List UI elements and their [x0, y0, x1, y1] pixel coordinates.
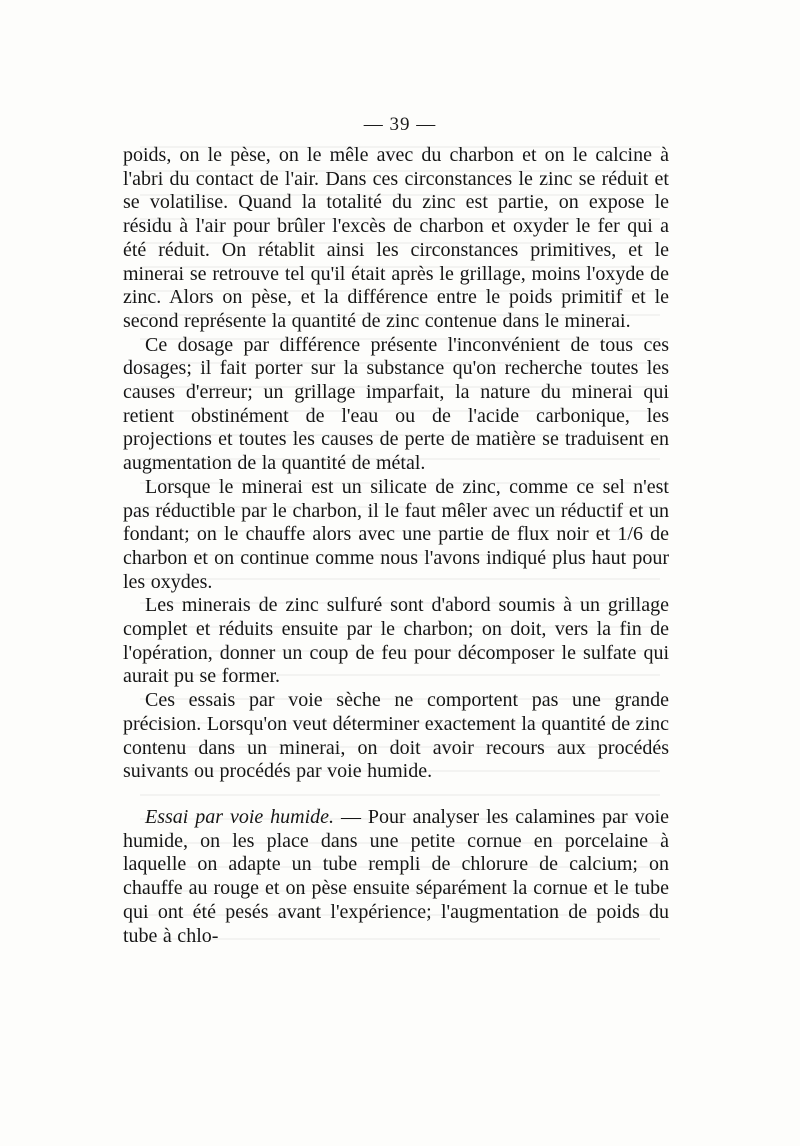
body-text	[123, 144, 669, 948]
paragraph-2: Ce dosage par différence présente l'inconvénient de tous ces dosages; il fait porter sur la substance qu'on recherche toutes les causes d'erreur; un grillage imparfait, la nature du minerai qui retient obstinément de l'eau ou de l'acide carbonique, les projections et toutes les causes de perte de matière se traduisent en augmentation de la quantité de métal.	[123, 333, 669, 475]
paragraph-5: Ces essais par voie sèche ne comportent pas une grande précision. Lorsqu'on veut déterminer exactement la quantité de zinc contenu dans un minerai, on doit avoir recours aux procédés suivants ou procédés par voie humide.	[123, 689, 669, 783]
page-number: — 39 —	[363, 114, 437, 135]
paragraph-3: Lorsque le minerai est un silicate de zinc, comme ce sel n'est pas réductible par le charbon, il le faut mêler avec un réductif et un fondant; on le chauffe alors avec une partie de flux noir et 1/6 de charbon et on continue comme nous l'avons indiqué plus haut pour les oxydes.	[123, 475, 669, 593]
paragraph-6	[123, 806, 669, 948]
paragraph-6-text: — Pour analyser les calamines par voie humide, on les place dans une petite cornue en porcelaine à laquelle on adapte un tube rempli de chlorure de calcium; on chauffe au rouge et on pèse ensuite séparément la cornue et le tube qui ont été pesés avant l'expérience; l'augmentation de poids du tube à chlo-	[123, 805, 670, 947]
paragraph-4: Les minerais de zinc sulfuré sont d'abord soumis à un grillage complet et réduits ensuite par le charbon; on doit, vers la fin de l'opération, donner un coup de feu pour décomposer le sulfate qui aurait pu se former.	[123, 594, 669, 688]
paragraph-1: poids, on le pèse, on le mêle avec du charbon et on le calcine à l'abri du contact de l'air. Dans ces circonstances le zinc se réduit et se volatilise. Quand la totalité du zinc est partie, on expose le résidu à l'air pour brûler l'excès de charbon et oxyder le fer qui a été réduit. On rétablit ainsi les circonstances primitives, et le minerai se retrouve tel qu'il était après le grillage, moins l'oxyde de zinc. Alors on pèse, et la différence entre le poids primitif et le second représente la quantité de zinc contenue dans le minerai.	[123, 144, 669, 332]
section-heading: Essai par voie humide.	[145, 805, 335, 828]
